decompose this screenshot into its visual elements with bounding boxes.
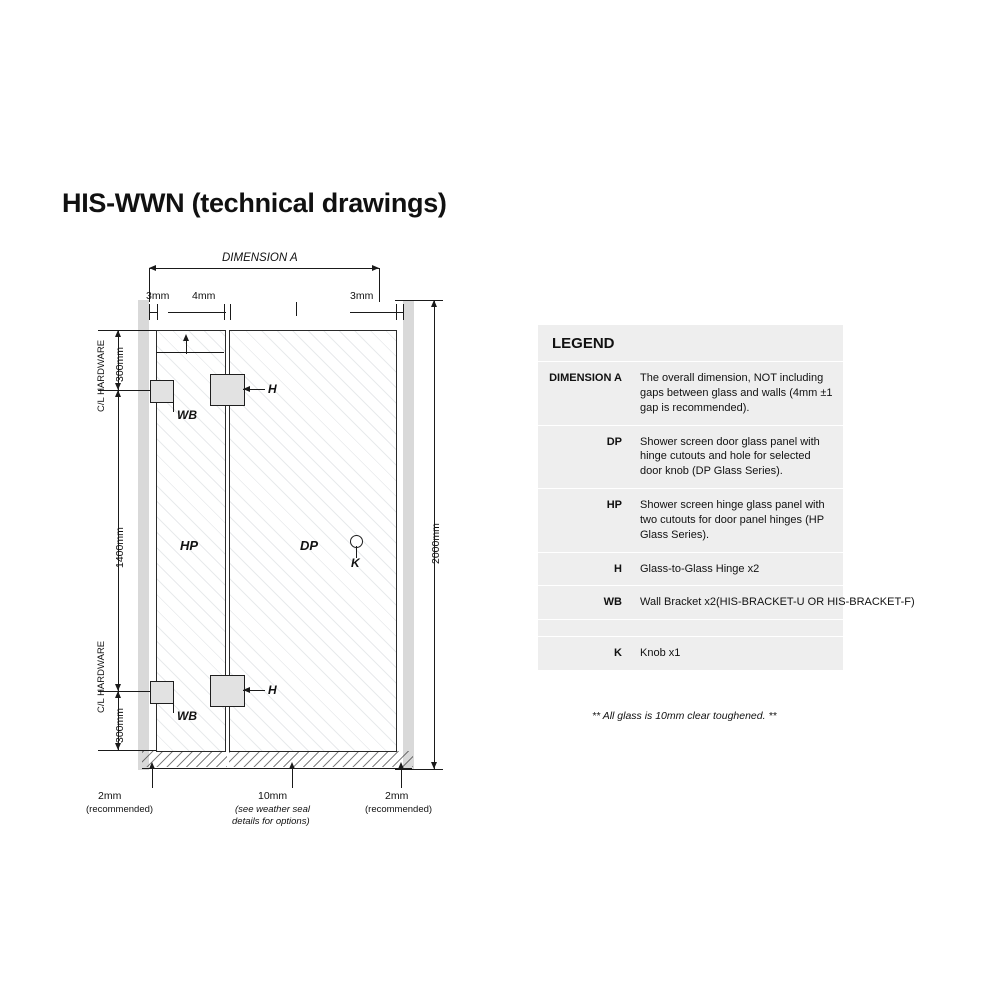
hinge-bottom-label: H (268, 683, 277, 697)
hinge-bottom (210, 675, 245, 707)
gap-2mm-left-leader (152, 768, 153, 788)
dim-1400-arrow-up (115, 390, 121, 397)
legend-value: Shower screen door glass panel with hinge cutouts and hole for selected door knob (DP Glass Series). (640, 435, 820, 478)
gap-2mm-left-label: 2mm (98, 790, 122, 802)
dim-300-top-label: 300mm (114, 346, 126, 382)
wall-bracket-top (150, 380, 174, 403)
hinge-top (210, 374, 245, 406)
dimension-a-arrow-left (149, 265, 156, 271)
legend-key: DIMENSION A (549, 372, 622, 384)
dim-2000-arrow-up (431, 300, 437, 307)
gap-10mm-arrow (289, 762, 295, 769)
technical-drawing (60, 240, 480, 840)
wb-bottom-leader (173, 701, 174, 713)
wall-bracket-bottom-label: WB (177, 709, 197, 723)
legend-key: HP (606, 499, 622, 512)
gap-10mm-leader (292, 768, 293, 788)
gap-tick-4 (230, 304, 231, 320)
dimension-a-ext-right (379, 268, 380, 302)
gap-tick-1 (149, 304, 150, 320)
legend-key-empty (538, 620, 630, 636)
legend-value: Shower screen hinge glass panel with two cutouts for door panel hinges (HP Glass Series). (640, 499, 825, 541)
gap-tick-2 (157, 304, 158, 320)
legend-key: K (614, 647, 622, 660)
gap-2mm-right-label: 2mm (385, 790, 409, 802)
dim-300-bottom-arrow-up (115, 691, 121, 698)
dim-1400-label: 1400mm (114, 527, 126, 568)
gap-dim-line-left (149, 312, 157, 313)
gap-2mm-left-note: (recommended) (86, 804, 154, 815)
gap-2mm-right-leader (401, 768, 402, 788)
dp-panel-label: DP (300, 538, 319, 553)
gap-2mm-right-arrow (398, 762, 404, 769)
gap-tick-7 (403, 304, 404, 320)
floor-line (142, 768, 412, 769)
hp-arrow-stem (186, 340, 187, 354)
gap-2mm-right-note: (recommended) (365, 804, 433, 815)
wall-bracket-top-label: WB (177, 408, 197, 422)
gap-tick-6 (396, 304, 397, 320)
dim-2000-arrow-down (431, 762, 437, 769)
hinge-top-label: H (268, 382, 277, 396)
gap-left-label: 3mm (146, 290, 170, 302)
dim-300-bottom-label: 300mm (114, 707, 126, 743)
knob-label: K (351, 556, 360, 570)
legend-row-dp (538, 426, 843, 490)
gap-tick-5 (296, 302, 297, 316)
legend-panel (538, 325, 915, 670)
hp-panel-label: HP (180, 538, 199, 553)
dim-1400-arrow-down (115, 684, 121, 691)
legend-key: WB (603, 596, 622, 609)
legend-footnote: ** All glass is 10mm clear toughened. ** (592, 710, 777, 722)
legend-row-hp (538, 489, 843, 553)
ext-line-top (98, 330, 156, 331)
legend-value-empty (630, 620, 843, 636)
dim-300-bottom-arrow-down (115, 743, 121, 750)
legend-value: Glass-to-Glass Hinge x2 (640, 562, 760, 575)
gap-2mm-left-arrow (149, 762, 155, 769)
legend-value: Knob x1 (640, 647, 681, 660)
gap-tick-3 (224, 304, 225, 320)
legend-value: The overall dimension, NOT including gaps between glass and walls (4mm ±1 gap is recommended). (640, 372, 833, 414)
dimension-a-line (149, 268, 379, 269)
legend-row-wb (538, 586, 915, 620)
gap-10mm-note-2: details for options) (232, 816, 310, 827)
cl-hardware-bottom-label: C/L HARDWARE (96, 640, 107, 713)
dim-300-top-arrow-down (115, 383, 121, 390)
gap-10mm-label: 10mm (258, 790, 288, 802)
right-wall (403, 300, 414, 770)
legend-row-h (538, 553, 843, 587)
legend-row-spacer (538, 620, 843, 637)
dim-300-top-arrow-up (115, 330, 121, 337)
legend-key: H (614, 562, 622, 575)
gap-middle-label: 4mm (192, 290, 216, 302)
floor-hatch-right (229, 751, 413, 767)
gap-dim-line-mid (168, 312, 226, 313)
ext-right-bottom (395, 769, 443, 770)
dimension-a-label: DIMENSION A (222, 252, 298, 264)
gap-right-label: 3mm (350, 290, 374, 302)
hinge-bottom-leader-arrow (243, 687, 250, 693)
wall-bracket-bottom (150, 681, 174, 704)
legend-heading: LEGEND (538, 325, 843, 362)
legend-value: Wall Bracket x2(HIS-BRACKET-U OR HIS-BRACKET-F) (640, 596, 915, 609)
page-title: HIS-WWN (technical drawings) (62, 188, 447, 218)
legend-row-dimension-a (538, 362, 843, 426)
hp-top-rail (156, 352, 224, 353)
legend-row-k (538, 637, 843, 670)
legend-key: DP (606, 435, 622, 448)
hinge-top-leader-arrow (243, 386, 250, 392)
gap-10mm-note-1: (see weather seal (235, 804, 310, 815)
wb-top-leader (173, 400, 174, 412)
dim-2000-label: 2000mm (430, 523, 442, 564)
left-wall (138, 300, 149, 770)
dimension-a-arrow-right (372, 265, 379, 271)
hp-arrow-head (183, 334, 189, 341)
cl-hardware-top-label: C/L HARDWARE (96, 339, 107, 412)
